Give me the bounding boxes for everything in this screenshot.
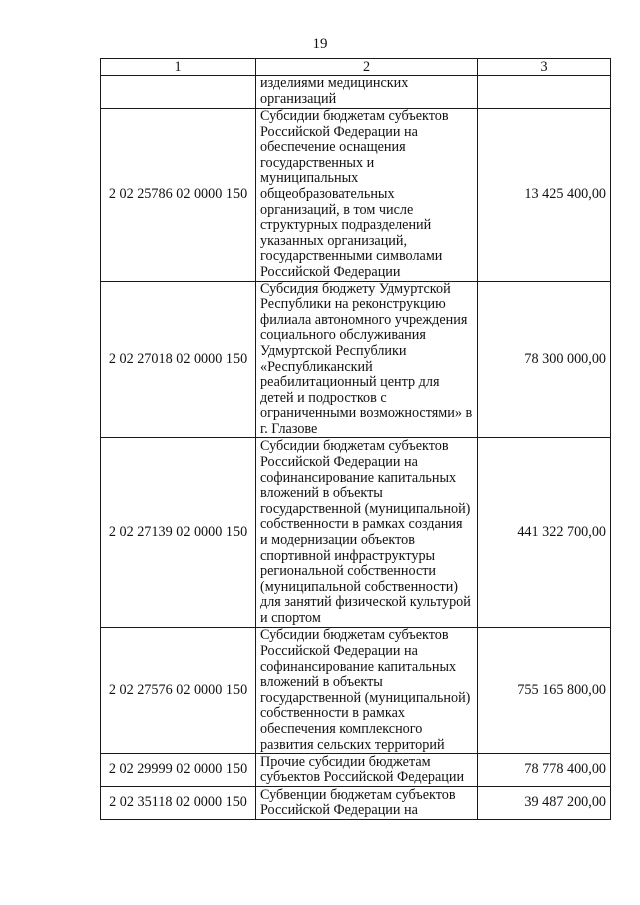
row-description: Субсидия бюджету Удмуртской Республики на реконструкцию филиала автономного учреждения социального обслуживания Удмуртской Республики «Республиканский реабилитационный центр для детей и подростков с ограниченными возможностями» в г. Глазове — [256, 281, 478, 438]
row-amount: 39 487 200,00 — [478, 787, 611, 820]
row-code — [101, 76, 256, 109]
row-code: 2 02 27018 02 0000 150 — [101, 281, 256, 438]
row-amount: 78 300 000,00 — [478, 281, 611, 438]
page-number: 19 — [312, 36, 328, 52]
row-code: 2 02 29999 02 0000 150 — [101, 754, 256, 787]
table-row — [101, 281, 611, 438]
table-row — [101, 787, 611, 820]
table-row — [101, 754, 611, 787]
row-code: 2 02 27139 02 0000 150 — [101, 438, 256, 628]
row-code: 2 02 35118 02 0000 150 — [101, 787, 256, 820]
table-row — [101, 76, 611, 109]
budget-revenue-table — [100, 58, 611, 820]
row-amount: 755 165 800,00 — [478, 628, 611, 754]
row-amount: 441 322 700,00 — [478, 438, 611, 628]
row-description: Прочие субсидии бюджетам субъектов Российской Федерации — [256, 754, 478, 787]
table-header-row — [101, 59, 611, 76]
row-description: Субсидии бюджетам субъектов Российской Федерации на софинансирование капитальных вложений в объекты государственной (муниципальной) собственности в рамках обеспечения комплексного развития сельских территорий — [256, 628, 478, 754]
row-amount: 13 425 400,00 — [478, 109, 611, 282]
row-description: Субсидии бюджетам субъектов Российской Федерации на обеспечение оснащения государственных и муниципальных общеобразовательных организаций, в том числе структурных подразделений указанных организаций, государственными символами Российской Федерации — [256, 109, 478, 282]
table-row — [101, 438, 611, 628]
row-description: Субсидии бюджетам субъектов Российской Федерации на софинансирование капитальных вложений в объекты государственной (муниципальной) собственности в рамках создания и модернизации объектов спортивной инфраструктуры региональной собственности (муниципальной собственности) для занятий физической культурой и спортом — [256, 438, 478, 628]
row-code: 2 02 27576 02 0000 150 — [101, 628, 256, 754]
column-header-code: 1 — [101, 59, 256, 76]
table-row — [101, 628, 611, 754]
row-code: 2 02 25786 02 0000 150 — [101, 109, 256, 282]
row-description: изделиями медицинских организаций — [256, 76, 478, 109]
table-row — [101, 109, 611, 282]
column-header-amount: 3 — [478, 59, 611, 76]
row-amount: 78 778 400,00 — [478, 754, 611, 787]
row-description: Субвенции бюджетам субъектов Российской Федерации на — [256, 787, 478, 820]
column-header-description: 2 — [256, 59, 478, 76]
row-amount — [478, 76, 611, 109]
